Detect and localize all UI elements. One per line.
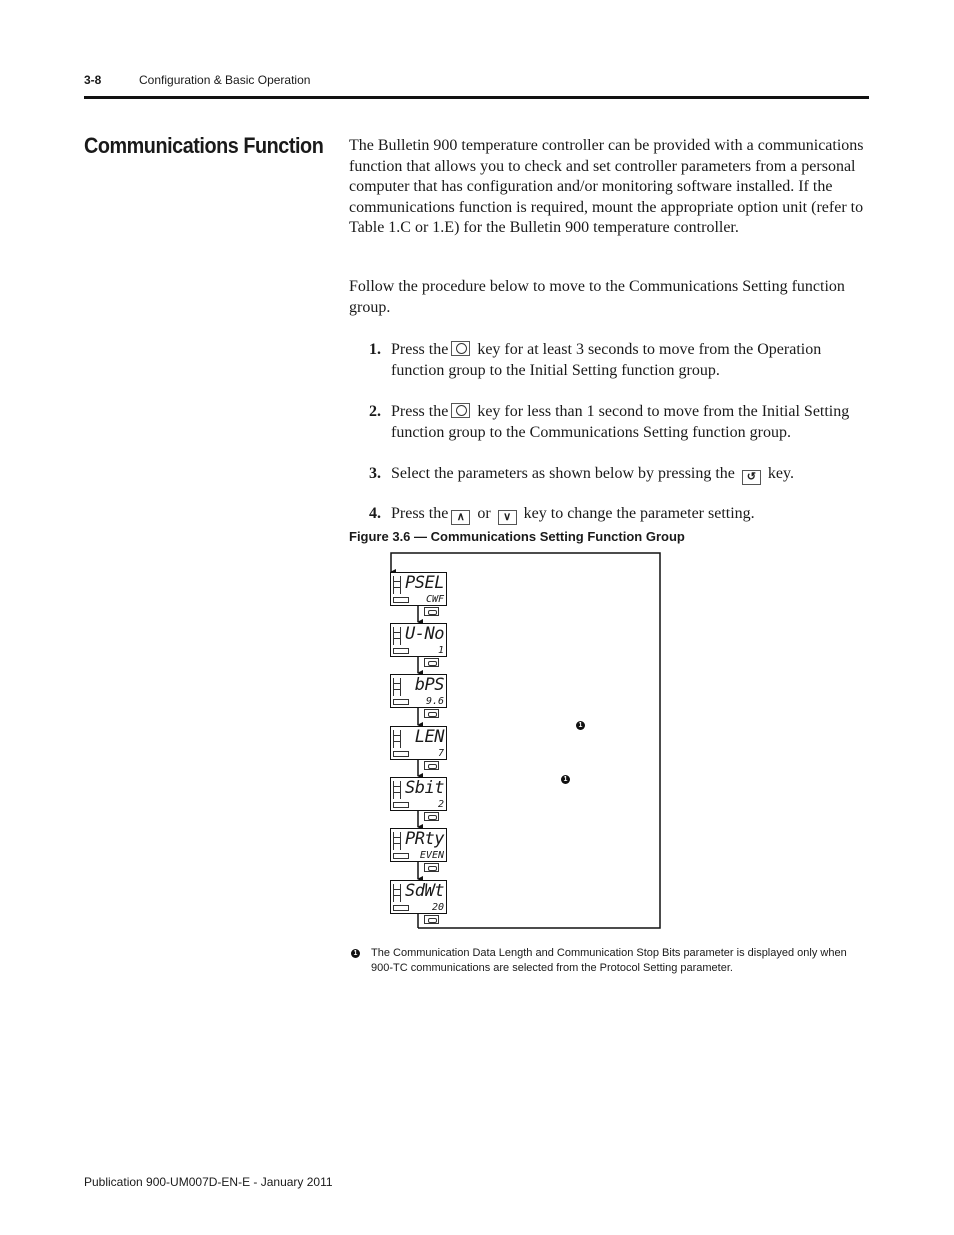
step-text-after: key. (763, 465, 794, 482)
step-text-before: Press the (391, 505, 449, 522)
mode-key-icon (424, 607, 439, 616)
indicator-leds (393, 802, 409, 808)
mode-key-icon (424, 709, 439, 718)
mode-key-icon: ↺ (742, 470, 761, 485)
chapter-title: Configuration & Basic Operation (139, 73, 311, 87)
indicator-leds (393, 905, 409, 911)
display-bottom-text: 2 (437, 799, 444, 810)
step-text-before: Press the (391, 341, 449, 358)
display-top-text: PSEL (405, 573, 444, 593)
parameter-display (390, 623, 447, 657)
indicator-leds (393, 751, 409, 757)
parameter-display (390, 572, 447, 606)
mode-key-icon (424, 812, 439, 821)
indicator-leds (393, 576, 401, 594)
intro-paragraph: The Bulletin 900 temperature controller can be provided with a communications function that allows you to check and set controller parameters from a personal computer that has configuration and/or monitoring software installed. If the communications function is required, mount the appropriate option unit (refer to Table 1.C or 1.E) for the Bulletin 900 temperature controller. (349, 137, 864, 236)
indicator-leds (393, 627, 401, 645)
footnote-text: The Communication Data Length and Communication Stop Bits parameter is displayed only when 900-TC communications are selected from the Protocol Setting parameter. (371, 947, 847, 974)
display-bottom-text: EVEN (419, 850, 444, 861)
step-text-before: Select the parameters as shown below by pressing the (391, 465, 735, 482)
step-text-before: Press the (391, 403, 449, 420)
step-text-after: key for at least 3 seconds to move from the Operation function group to the Initial Setting function group. (391, 341, 822, 379)
display-top-text: LEN (414, 727, 444, 747)
indicator-leds (393, 853, 409, 859)
footnote-marker-sbit: 1 (561, 775, 570, 784)
display-bottom-text: 20 (431, 902, 444, 913)
up-key-icon: ∧ (451, 510, 470, 525)
section-title: Communications Function (84, 133, 324, 158)
indicator-leds (393, 832, 401, 850)
indicator-leds (393, 884, 401, 902)
page-number: 3-8 (84, 73, 102, 87)
footnote-marker: 1 (351, 949, 360, 958)
indicator-leds (393, 648, 409, 654)
publication-footer: Publication 900-UM007D-EN-E - January 2011 (84, 1175, 333, 1189)
display-bottom-text: 1 (437, 645, 444, 656)
display-bottom-text: CWF (425, 594, 444, 605)
down-key-icon: ∨ (498, 510, 517, 525)
parameter-display (390, 777, 447, 811)
indicator-leds (393, 678, 401, 696)
parameter-display (390, 674, 447, 708)
step-text-after: key for less than 1 second to move from the Initial Setting function group to the Communications Setting function group. (391, 403, 850, 441)
step-number: 2. (369, 403, 381, 420)
figure-caption: Figure 3.6 — Communications Setting Function Group (349, 529, 685, 544)
parameter-display (390, 726, 447, 760)
display-top-text: U-No (405, 624, 444, 644)
indicator-leds (393, 781, 401, 799)
display-bottom-text: 7 (437, 748, 444, 759)
step-number: 1. (369, 341, 381, 358)
footnote-marker-len: 1 (576, 721, 585, 730)
step-number: 4. (369, 505, 381, 522)
mode-key-icon (424, 863, 439, 872)
display-top-text: Sbit (405, 778, 444, 798)
indicator-leds (393, 597, 409, 603)
indicator-leds (393, 730, 401, 748)
step-number: 3. (369, 465, 381, 482)
mode-key-icon (424, 915, 439, 924)
display-top-text: bPS (414, 675, 444, 695)
step-text-after: key to change the parameter setting. (519, 505, 755, 522)
display-bottom-text: 9.6 (425, 696, 444, 707)
parameter-display (390, 828, 447, 862)
mode-key-icon (424, 658, 439, 667)
display-top-text: PRty (405, 829, 444, 849)
parameter-display (390, 880, 447, 914)
step-text-mid: or (473, 505, 495, 522)
mode-key-icon (424, 761, 439, 770)
display-top-text: SdWt (405, 881, 444, 901)
indicator-leds (393, 699, 409, 705)
procedure-paragraph: Follow the procedure below to move to the Communications Setting function group. (349, 278, 845, 316)
